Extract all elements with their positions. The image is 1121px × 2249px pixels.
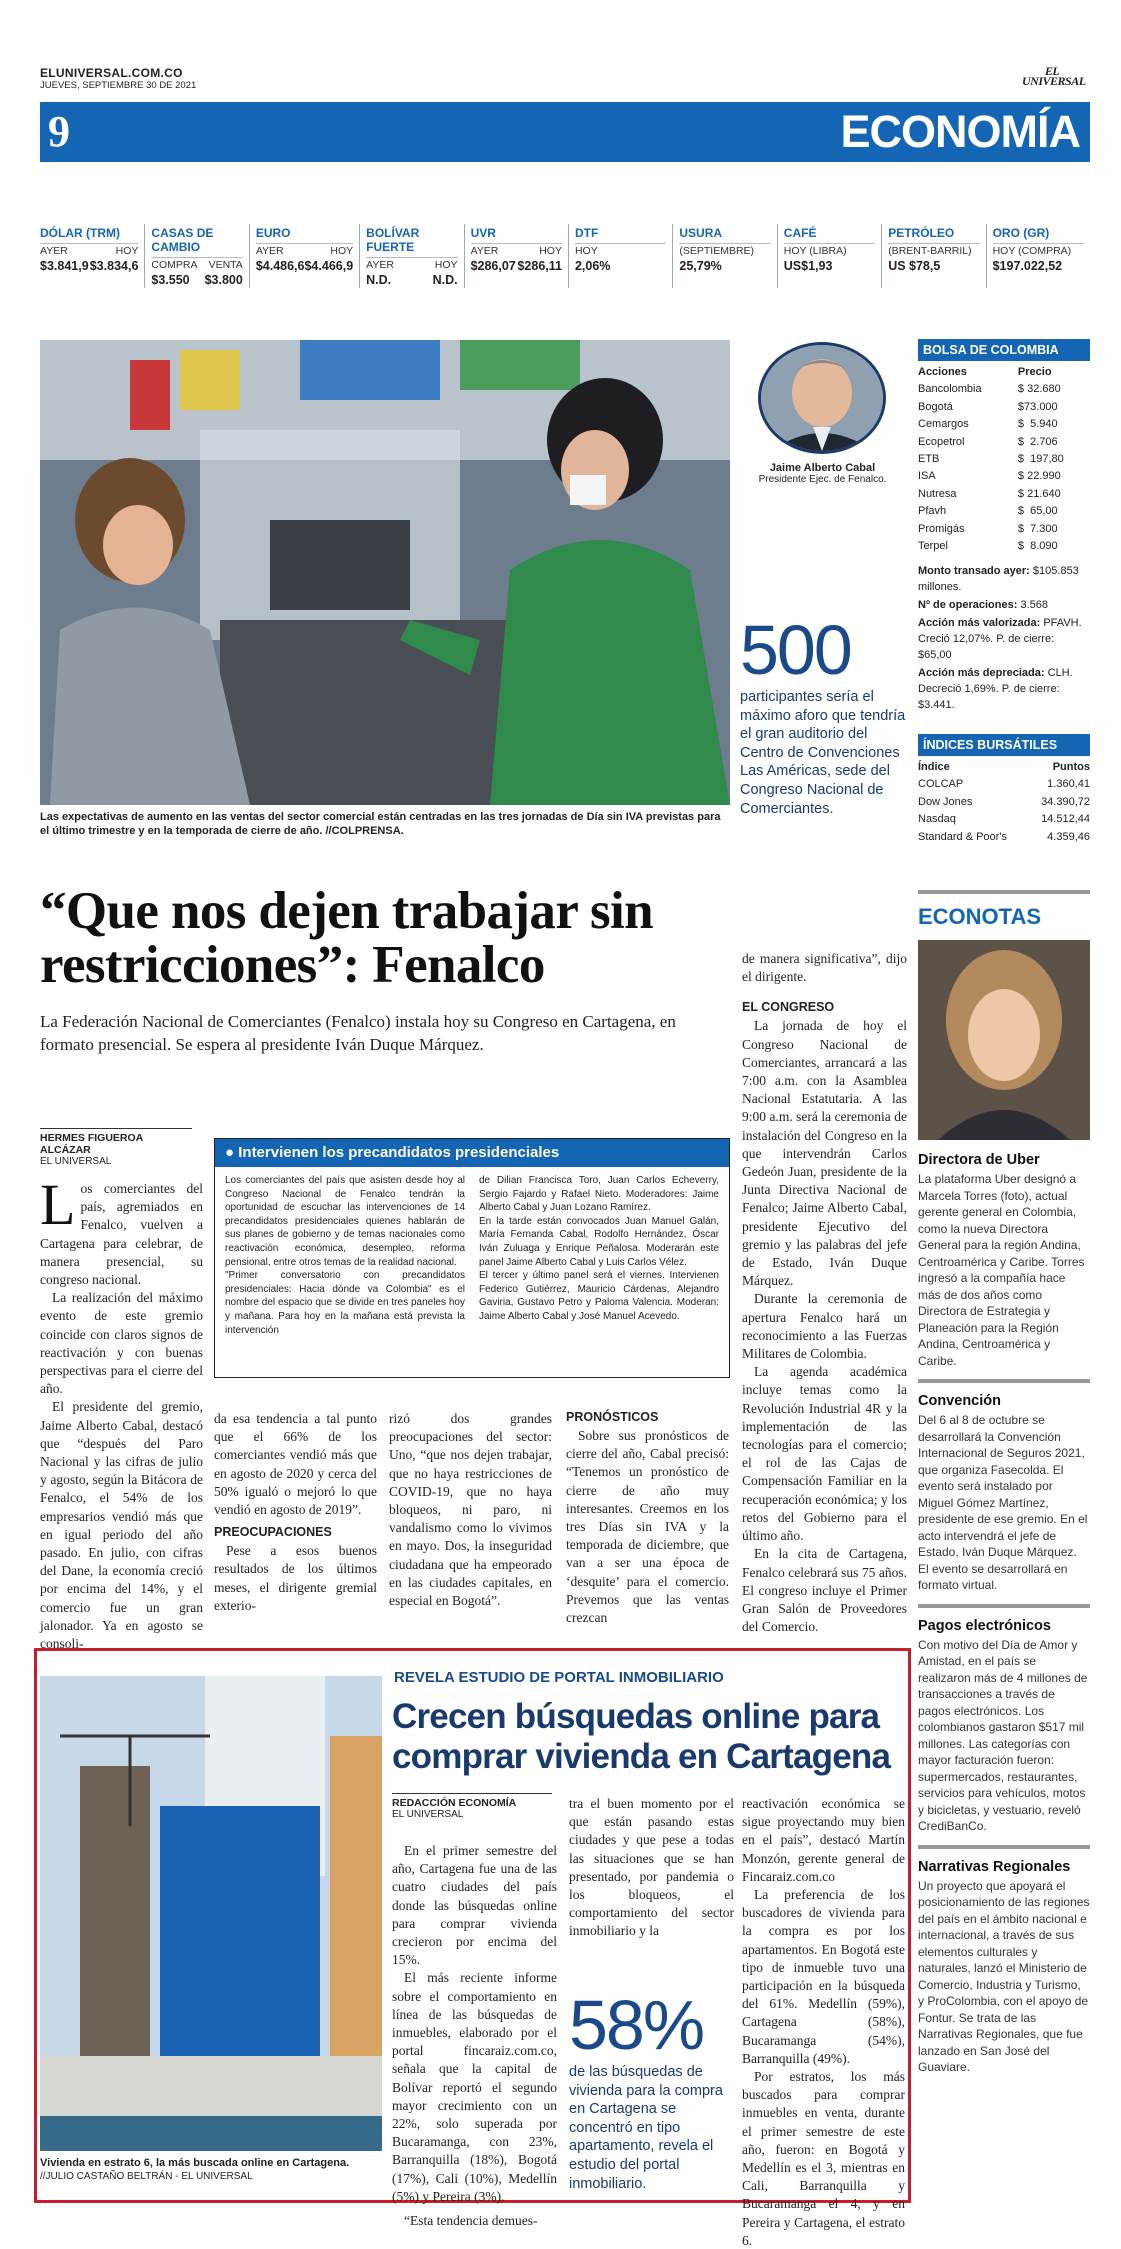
article-col5: de manera significativa”, dijo el dirigente. EL CONGRESO La jornada de hoy el Congreso Nacional de Comerciantes, arrancará a las 7:00 a.m. con la Asamblea Nacional Estatutaria. A las 9:00 a.m. será la ceremonia de instalación del Congreso en la que intervendrán Carlos Gedeón Juan, presidente de la Junta Directiva Nacional de Fenalco; Jaime Alberto Cabal, presidente Ejecutivo del gremio y las palabras del jefe de Estado, Iván Duque Márquez. Durante la ceremonia de apertura Fenalco hará un reconocimiento a las Fuerzas Militares de Colombia. La agenda académica incluye temas como la Revolución Industrial 4R y la implementación de las tecnologías para el comercio; el rol de las Cajas de Compensación Familiar en la recuperación económica; y los retos del Gobierno para el último año. En la cita de Cartagena, Fenalco celebrará sus 75 años. El congreso incluye el Primer Gran Salón de Proveedores del Comercio. <box>742 951 907 1635</box>
article-headline: “Que nos dejen trabajar sin restricciones”: Fenalco <box>40 882 653 994</box>
stock-name: ISA <box>918 470 936 483</box>
second-caption-text: Vivienda en estrato 6, la más buscada online en Cartagena. <box>40 2157 350 2169</box>
bolsa-col-precio: Precio <box>1017 366 1052 378</box>
stock-name: Bancolombia <box>918 383 982 396</box>
market-label-1: AYER <box>470 245 499 257</box>
index-name: Dow Jones <box>918 795 973 808</box>
market-label-1: HOY (LIBRA) <box>783 245 847 257</box>
stock-price: $ 5.940 <box>1017 418 1058 431</box>
market-label-1: AYER <box>366 259 394 271</box>
second-col2: tra el buen momento por el que están pasando estas ciudades y que pese a todas las situaciones que se han presentado, por pandemia o los bloqueos, el comportamiento del sector inmobiliario y la <box>569 1796 734 1939</box>
econota-item <box>918 1379 1090 1594</box>
article-col2: da esa tendencia a tal punto que el 66% de los comerciantes vendió más que en agosto de 2020 y cerca del 50% igualó o mejoró lo que vendió en agosto de 2019”. PREOCUPACIONES Pese a esos buenos resultados de los últimos meses, el dirigente gremial exterio- <box>214 1411 377 1613</box>
market-label-1: AYER <box>255 245 284 257</box>
subhead-congreso: EL CONGRESO <box>742 1000 835 1015</box>
market-label-2: VENTA <box>208 259 243 271</box>
index-name: Standard & Poor's <box>918 830 1007 843</box>
section-bar <box>40 102 1090 162</box>
market-item <box>464 224 568 288</box>
indices-table <box>918 759 1090 846</box>
econota-title: Convención <box>918 1393 1001 1409</box>
market-label-1: (BRENT-BARRIL) <box>888 245 972 257</box>
econota-item <box>918 1845 1090 2076</box>
market-value-1: 2,06% <box>574 259 611 273</box>
market-name: DÓLAR (TRM) <box>40 224 138 244</box>
market-value-1: $197.022,52 <box>992 259 1063 273</box>
market-name: CAFÉ <box>784 224 875 244</box>
bolsa-row <box>918 486 1090 503</box>
econota-title: Pagos electrónicos <box>918 1617 1051 1634</box>
bolsa-row <box>918 399 1090 416</box>
bolsa-row <box>918 521 1090 538</box>
econota-text: Con motivo del Día de Amor y Amistad, en el país se realizaron más de 4 millones de transacciones a través de pagos electrónicos. Los colombianos gastaron $517 mil millones. Las categorías con mayor facturación fueron: supermercados, restaurantes, servicios para vehículos, motos y bicicletas, y vestuario, reveló CrediBanCo. <box>918 1637 1088 1833</box>
second-author: REDACCIÓN ECONOMÍA <box>392 1797 517 1809</box>
bolsa-operaciones: Nº de operaciones: 3.568 <box>918 599 1048 612</box>
market-value-2: $286,11 <box>517 259 562 273</box>
econota-text: Del 6 al 8 de octubre se desarrollará la Convención Internacional de Seguros 2021, que organiza Fasecolda. El evento será instalado por Miguel Gómez Martínez, presidente de ese gremio. En el acto intervendrá el jefe de Estado, Iván Duque Márquez. El evento se desarrollará en formato virtual. <box>918 1413 1088 1592</box>
econota-divider <box>918 1845 1090 1849</box>
market-value-2: $3.834,6 <box>89 259 139 273</box>
market-item <box>40 224 144 288</box>
stat-58 <box>569 1986 739 2193</box>
stock-price: $ 7.300 <box>1017 522 1058 535</box>
stock-name: Bogotá <box>918 400 953 413</box>
market-name: UVR <box>471 224 562 244</box>
econotas <box>918 890 1090 2076</box>
market-value-2: $4.466,9 <box>304 259 354 273</box>
article-col4: PRONÓSTICOS Sobre sus pronósticos de cierre del año, Cabal precisó: “Tenemos un pronóstico de cierre de año muy interesantes. Creemos en los tres Días sin IVA y la temporada de diciembre, que van a ser una época de ‘desquite’ para el comercio. Prevemos que las ventas crezcan <box>566 1410 729 1626</box>
market-value-2: N.D. <box>432 273 458 287</box>
article-dropcap: L <box>40 1172 76 1237</box>
bolsa-table <box>918 364 1090 555</box>
bolsa-row <box>918 468 1090 485</box>
masthead <box>40 66 1090 91</box>
econota-item <box>918 1152 1090 1369</box>
bolsa-row <box>918 503 1090 520</box>
index-name: Nasdaq <box>918 813 956 826</box>
indices-col-indice: Índice <box>918 761 950 773</box>
site-name: ELUNIVERSAL.COM.CO <box>40 66 183 80</box>
econota-divider <box>918 1379 1090 1383</box>
candidates-sidebox <box>214 1138 730 1378</box>
market-item <box>359 224 463 288</box>
stock-price: $ 22.990 <box>1017 470 1061 483</box>
stock-price: $ 2.706 <box>1017 435 1058 448</box>
stat-500-number: 500 <box>740 611 851 689</box>
sidebox-header: ● Intervienen los precandidatos presidenciales <box>215 1139 729 1167</box>
stock-price: $ 8.090 <box>1017 540 1058 553</box>
market-label-1: HOY <box>574 245 598 257</box>
index-row <box>918 776 1090 793</box>
stat-58-text: de las búsquedas de vivienda para la compra en Cartagena se concentró en tipo apartamento, revela el estudio del portal inmobiliario. <box>569 2064 723 2192</box>
bolsa-row <box>918 538 1090 555</box>
article-author: HERMES FIGUEROA ALCÁZAR <box>40 1132 143 1156</box>
econota-divider <box>918 1604 1090 1608</box>
stock-name: Nutresa <box>918 487 957 500</box>
article-dek: La Federación Nacional de Comerciantes (Fenalco) instala hoy su Congreso en Cartagena, en formato presencial. Se espera al presidente Iván Duque Márquez. <box>40 1012 676 1054</box>
market-value-1: $4.486,6 <box>255 259 305 273</box>
index-points: 34.390,72 <box>1041 795 1090 808</box>
stock-name: Cemargos <box>918 418 969 431</box>
econota-title: Directora de Uber <box>918 1152 1040 1168</box>
econota-text: La plataforma Uber designó a Marcela Torres (foto), actual gerente general en Colombia, como la nueva Directora General para la región Andina, Centroamérica y Caribe. Torres ingresó a la compañía hace más de dos años como Directora de Estrategia y Planeación para la Región Andina, Centroamérica y Caribe. <box>918 1172 1085 1368</box>
market-label-2: HOY <box>330 245 354 257</box>
masthead-logo: EL UNIVERSAL <box>1022 64 1086 88</box>
page-number: 9 <box>48 107 70 156</box>
bolsa-panel <box>918 339 1090 713</box>
portrait-role: Presidente Ejec. de Fenalco. <box>758 474 887 485</box>
section-title: ECONOMÍA <box>840 106 1080 157</box>
market-label-2: HOY <box>434 259 458 271</box>
construction-skyline-illustration <box>40 1676 382 2151</box>
second-col1: En el primer semestre del año, Cartagena fue una de las cuatro ciudades del país donde las búsquedas online para comprar vivienda crecieron por encima del 15%. El más reciente informe sobre el comportamiento en línea de las búsquedas de inmuebles, elaborado por el portal fincaraiz.com.co, señala que la capital de Bolívar reportó el segundo mayor crecimiento con un 22%, solo superada por Bucaramanga, con 23%, Barranquilla (18%), Bogotá (17%), Cali (10%), Medellín (5%) y Pereira (3%). “Esta tendencia demues- <box>392 1843 557 2229</box>
article-col3: rizó dos grandes preocupaciones del sector: Uno, “que nos dejen trabajar, que no haya restricciones de COVID-19, que no haya bloqueos, ni paro, ni vandalismo como lo vivimos en mayo. Dos, la inseguridad ciudadana que ha empeorado en las ciudades capitales, en especial en Bogotá”. <box>389 1411 552 1609</box>
stat-58-number: 58% <box>569 1986 704 2064</box>
stock-name: Promigás <box>918 522 965 535</box>
market-name: USURA <box>679 224 770 244</box>
bolsa-row <box>918 416 1090 433</box>
market-strip <box>40 224 1090 288</box>
econota-title: Narrativas Regionales <box>918 1858 1071 1875</box>
indices-col-puntos: Puntos <box>1052 761 1090 773</box>
stat-500 <box>740 611 910 818</box>
market-value-1: N.D. <box>366 273 392 287</box>
market-item <box>568 224 672 288</box>
second-outlet: EL UNIVERSAL <box>392 1809 464 1820</box>
market-label-1: COMPRA <box>151 259 198 271</box>
market-name: CASAS DE CAMBIO <box>151 224 242 258</box>
market-label-2: HOY <box>115 245 139 257</box>
market-value-1: US$1,93 <box>783 259 833 273</box>
market-item <box>672 224 776 288</box>
main-photo-caption: Las expectativas de aumento en las ventas del sector comercial están centradas en las tres jornadas de Día sin IVA previstas para el último trimestre y en la temporada de cierre de año. //COLPRENSA. <box>40 811 721 837</box>
stock-price: $ 32.680 <box>1017 383 1061 396</box>
market-name: EURO <box>256 224 353 244</box>
index-row <box>918 829 1090 846</box>
market-label-1: (SEPTIEMBRE) <box>679 245 755 257</box>
econotas-photo <box>918 940 1090 1140</box>
subhead-preocupaciones: PREOCUPACIONES <box>214 1525 332 1540</box>
cabal-portrait <box>758 342 886 454</box>
indices-title: ÍNDICES BURSÁTILES <box>918 734 1090 756</box>
index-points: 1.360,41 <box>1047 778 1090 791</box>
article-byline <box>40 1128 192 1167</box>
index-points: 14.512,44 <box>1041 813 1090 826</box>
index-name: COLCAP <box>918 778 964 791</box>
store-checkout-illustration <box>40 340 730 805</box>
index-row <box>918 811 1090 828</box>
issue-date: JUEVES, SEPTIEMBRE 30 DE 2021 <box>40 80 197 91</box>
second-photo <box>40 1676 382 2151</box>
bullet-icon: ● <box>225 1144 239 1161</box>
market-label-1: HOY (COMPRA) <box>992 245 1072 257</box>
bolsa-title: BOLSA DE COLOMBIA <box>918 339 1090 361</box>
econota-text: Un proyecto que apoyará el posicionamiento de las regiones del país en el ámbito nacional e internacional, a través de sus elementos culturales y naturales, lanzó el Ministerio de Comercio, Industria y Turismo, y ProColombia, con el apoyo de Fontur. Se trata de las Narrativas Regionales, que fue lanzado en San José del Guaviare. <box>918 1878 1090 2074</box>
market-value-1: $286,07 <box>470 259 516 273</box>
stock-name: Terpel <box>918 540 948 553</box>
market-value-1: $3.841,9 <box>40 259 89 273</box>
stat-500-text: participantes sería el máximo aforo que tendría el gran auditorio del Centro de Convenciones Las Américas, sede del Congreso Nacional de Comerciantes. <box>740 689 906 817</box>
second-byline <box>392 1793 552 1820</box>
market-value-1: 25,79% <box>679 259 722 273</box>
market-name: BOLÍVAR FUERTE <box>366 224 457 258</box>
indices-panel <box>918 734 1090 846</box>
second-caption-credit: //JULIO CASTAÑO BELTRÁN - EL UNIVERSAL <box>40 2171 253 2182</box>
stock-price: $ 197,80 <box>1017 453 1064 466</box>
market-item <box>986 224 1090 288</box>
bolsa-col-acciones: Acciones <box>918 366 967 378</box>
econota-item <box>918 1604 1090 1835</box>
bolsa-depreciada: Acción más depreciada: CLH. Decreció 1,69%. P. de cierre: $3.441. <box>918 667 1073 712</box>
market-label-1: AYER <box>40 245 68 257</box>
subhead-pronosticos: PRONÓSTICOS <box>566 1410 659 1424</box>
stock-name: Ecopetrol <box>918 435 965 448</box>
market-name: DTF <box>575 224 666 244</box>
bolsa-row <box>918 451 1090 468</box>
market-value-1: US $78,5 <box>888 259 941 273</box>
second-headline: Crecen búsquedas online para comprar vivienda en Cartagena <box>392 1697 891 1776</box>
bolsa-row <box>918 434 1090 451</box>
stock-price: $73.000 <box>1017 400 1058 413</box>
market-value-1: $3.550 <box>151 273 190 287</box>
bolsa-monto: Monto transado ayer: $105.853 millones. <box>918 565 1079 594</box>
market-label-2: HOY <box>539 245 562 257</box>
index-points: 4.359,46 <box>1047 830 1090 843</box>
econotas-title: ECONOTAS <box>918 904 1042 929</box>
market-name: PETRÓLEO <box>888 224 979 244</box>
stock-price: $ 21.640 <box>1017 487 1061 500</box>
second-kicker: REVELA ESTUDIO DE PORTAL INMOBILIARIO <box>394 1669 724 1686</box>
stock-name: Pfavh <box>918 505 947 518</box>
portrait-credit <box>740 462 905 485</box>
article-outlet: EL UNIVERSAL <box>40 1156 112 1167</box>
bolsa-row <box>918 381 1090 398</box>
market-value-2: $3.800 <box>204 273 243 287</box>
second-photo-caption <box>40 2157 380 2182</box>
market-item <box>881 224 985 288</box>
market-item <box>777 224 881 288</box>
sidebox-col2: de Dilian Francisca Toro, Juan Carlos Echeverry, Sergio Fajardo y Rafael Nieto. Moderadores: Jaime Alberto Cabal y Juan Lozano Ramírez. En la tarde están convocados Juan Manuel Galán, María Fernanda Cabal, Rodolfo Hernández, Óscar Iván Zuluaga y Enrique Peñalosa. Moderarán este panel Jaime Alberto Cabal y Luis Carlos Vélez. El tercer y último panel será el viernes. Intervienen Federico Gutiérrez, Mauricio Cárdenas, Alejandro Gaviria, Gustavo Petro y Paloma Valencia. Moderan: Jaime Alberto Cabal y José Manuel Acevedo. <box>479 1175 719 1322</box>
stock-name: ETB <box>918 453 940 466</box>
stock-price: $ 65,00 <box>1017 505 1058 518</box>
index-row <box>918 794 1090 811</box>
bolsa-valorizada: Acción más valorizada: PFAVH. Creció 12,07%. P. de cierre: $65,00 <box>918 617 1082 662</box>
main-photo <box>40 340 730 805</box>
market-item <box>144 224 248 288</box>
article-col1: Los comerciantes del país, agremiados en Fenalco, vuelven a Cartagena para celebrar, de manera presencial, su congreso nacional. La realización del máximo evento de este gremio coincide con claros signos de reactivación y con buenas perspectivas para el cierre del año. El presidente del gremio, Jaime Alberto Cabal, destacó que “después del Paro Nacional y las cifras de julio y agosto, según la Bitácora de Fenalco, el 54% de los empresarios vendió más que en igual periodo del año pasado. En julio, con cifras del Dane, la economía creció por encima del 14%, y el comercio fue un gran jalonador. Ya en agosto se consoli- <box>40 1172 203 1652</box>
market-name: ORO (GR) <box>993 224 1084 244</box>
sidebox-col1: Los comerciantes del país que asisten desde hoy al Congreso Nacional de Fenalco tendrán la oportunidad de escuchar las intervenciones de 14 precandidatos presidenciales quienes hablarán de sus planes de gobierno y de temas nacionales como reactivación económica, desempleo, reforma pensional, entre otros temas de la realidad nacional. "Primer conversatorio con precandidatos presidenciales: Hacia dónde va Colombia" es el nombre del espacio que se divide en tres paneles hoy y mañana. Para hoy en la mañana está prevista la intervención <box>225 1175 465 1336</box>
second-col3: reactivación económica se sigue proyectando muy bien en el país”, destacó Martín Monzón, gerente general de Fincaraiz.com.co La preferencia de los buscadores de vivienda para la compra es por los apartamentos. En Bogotá este tipo de inmueble tuvo una participación en la búsqueda del 61%. Medellín (59%), Cartagena (58%), Bucaramanga (54%), Barranquilla (49%). Por estratos, los más buscados para comprar inmuebles en venta, durante el primer semestre de este año, fueron: en Bogotá y Medellín es el 3, mientras en Cali, Barranquilla y Bucaramanga el 4, y en Pereira y Cartagena, el estrato 6. <box>742 1796 905 2248</box>
portrait-name: Jaime Alberto Cabal <box>769 462 876 474</box>
market-item <box>249 224 359 288</box>
